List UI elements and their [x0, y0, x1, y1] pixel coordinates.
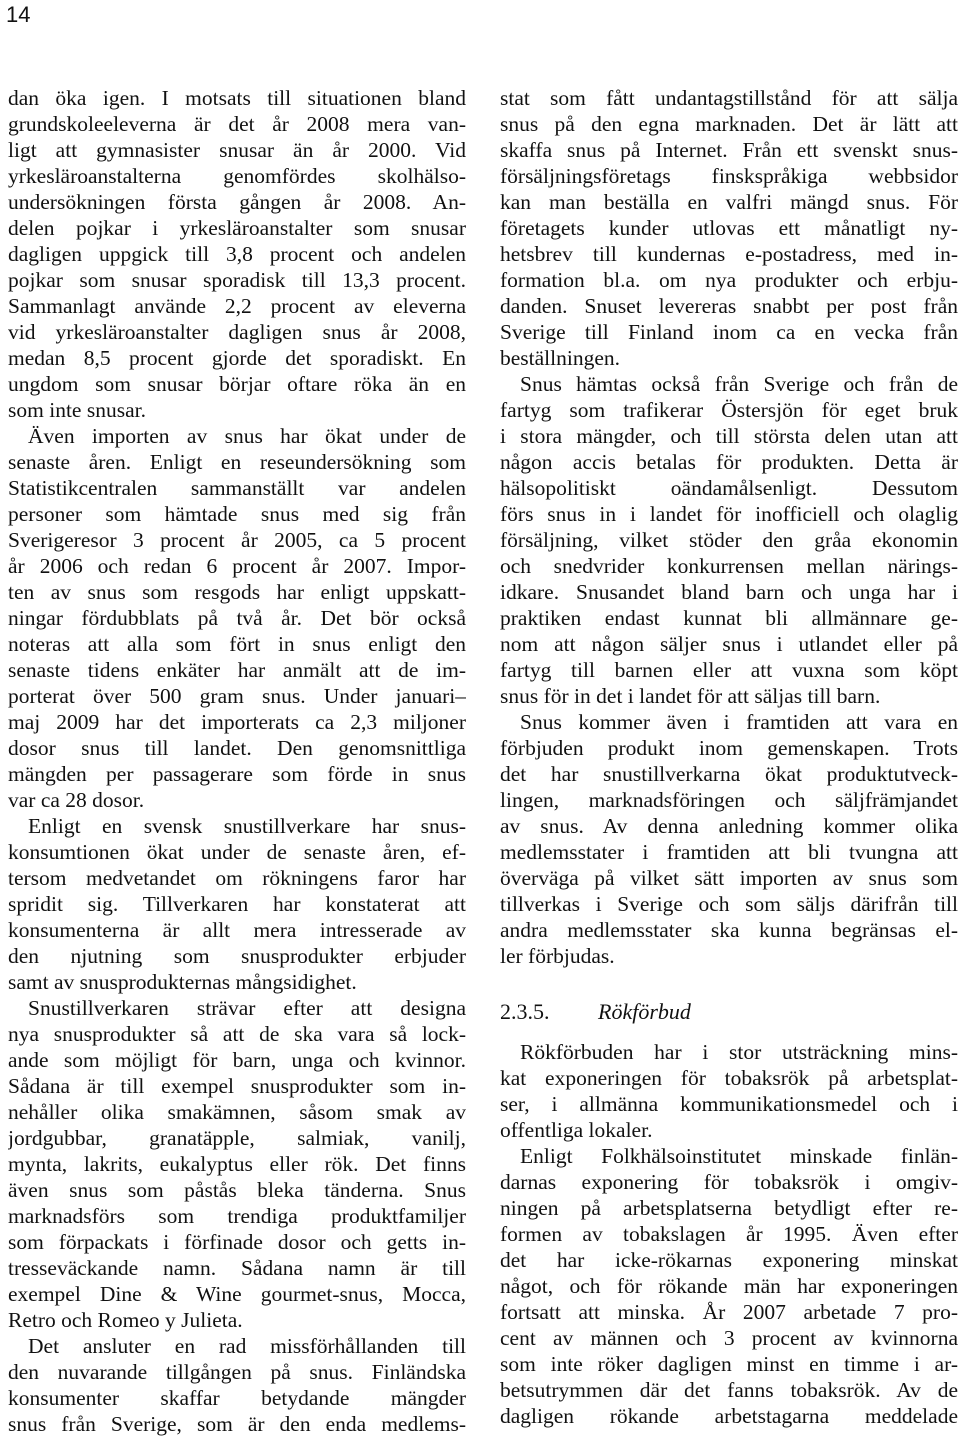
text-line: grundskoleeleverna är det år 2008 mera van- — [8, 112, 466, 136]
text-line: yrkesläroanstalterna genomfördes skolhälso- — [8, 164, 466, 188]
text-line: delen pojkar i yrkesläroanstalter som snusar — [8, 216, 466, 240]
text-line: nehåller olika smakämnen, såsom smak av — [8, 1100, 466, 1124]
text-line: fartyg som trafikerar Östersjön för eget bruk — [500, 398, 958, 422]
text-line: Det ansluter en rad missförhållanden till — [28, 1334, 466, 1358]
text-line: Sverigeresor 3 procent år 2005, ca 5 procent — [8, 528, 466, 552]
section-title: Rökförbud — [598, 999, 691, 1024]
text-line: vid yrkesläroanstalter dagligen snus år 2008, — [8, 320, 466, 344]
text-line: Enligt Folkhälsoinstitutet minskade finlän- — [520, 1144, 958, 1168]
text-line: snus på den egna marknaden. Det är lätt att — [500, 112, 958, 136]
text-line: Retro och Romeo y Julieta. — [8, 1308, 243, 1332]
text-line: och snedvrider konkurrensen mellan närings- — [500, 554, 958, 578]
section-number: 2.3.5. — [500, 999, 550, 1024]
text-line: det har snustillverkarna ökat produktutveck- — [500, 762, 958, 786]
text-line: betsutrymmen där det fanns tobaksrök. Av de — [500, 1378, 958, 1402]
text-line: noteras att alla som fört in snus enligt den — [8, 632, 466, 656]
text-line: dan öka igen. I motsats till situationen bland — [8, 86, 466, 110]
text-line: försäljning, vilket stöder den gråa ekonomin — [500, 528, 958, 552]
text-line: i stora mängder, och till största delen utan att — [500, 424, 958, 448]
text-line: Rökförbuden har i stor utsträckning mins- — [520, 1040, 958, 1064]
text-line: hälsopolitiskt oändamålsenligt. Dessutom — [500, 476, 958, 500]
text-line: fortsatt att minska. År 2007 arbetade 7 pro- — [500, 1300, 958, 1324]
text-line: senaste åren. Enligt en reseundersökning som — [8, 450, 466, 474]
right-column — [500, 85, 958, 1429]
text-line: Snus kommer även i framtiden att vara en — [520, 710, 958, 734]
text-line: mynta, lakrits, eukalyptus eller rök. Det finns — [8, 1152, 466, 1176]
text-line: undersökningen första gången år 2008. An- — [8, 190, 466, 214]
text-line: ser, i allmänna kommunikationsmedel och i — [500, 1092, 958, 1116]
text-line: ande som möjligt för barn, unga och kvinnor. — [8, 1048, 466, 1072]
text-line: andra medlemsstater ska kunna begränsas el- — [500, 918, 958, 942]
text-line: medlemsstater i framtiden att bli tvungna att — [500, 840, 958, 864]
text-line: konsumenterna är allt mera intresserade av — [8, 918, 466, 942]
text-line: som inte snusar. — [8, 398, 146, 422]
page-number: 14 — [6, 2, 31, 27]
left-column — [8, 85, 466, 1437]
text-line: Snus hämtas också från Sverige och från de — [520, 372, 958, 396]
text-line: Sverige till Finland inom ca en vecka från — [500, 320, 958, 344]
text-line: överväga på vilket sätt importen av snus som — [500, 866, 958, 890]
text-line: marknadsförs som trendiga produktfamiljer — [8, 1204, 466, 1228]
text-line: förbjuden produkt inom gemenskapen. Trots — [500, 736, 958, 760]
text-line: personer som hämtade snus med sig från — [8, 502, 466, 526]
text-line: ningar fördubblats på två år. Det bör också — [8, 606, 466, 630]
text-line: snus för in det i landet för att säljas till barn. — [500, 684, 881, 708]
text-line: tresseväckande namn. Sådana namn är till — [8, 1256, 466, 1280]
text-line: formation bl.a. om nya produkter och erbju- — [500, 268, 958, 292]
text-line: tillverkas i Sverige och som säljs därifrån till — [500, 892, 958, 916]
text-line: ler förbjudas. — [500, 944, 615, 968]
text-line: senaste tidens enkäter har anmält att de im- — [8, 658, 466, 682]
text-line: ligt att gymnasister snusar än år 2000. Vid — [8, 138, 466, 162]
text-line: mängden per passagerare som förde in snus — [8, 762, 466, 786]
text-line: offentliga lokaler. — [500, 1118, 653, 1142]
text-line: danden. Snuset levereras snabbt per post från — [500, 294, 958, 318]
text-line: Enligt en svensk snustillverkare har snus- — [28, 814, 466, 838]
text-line: förs snus in i landet för inofficiell och olaglig — [500, 502, 958, 526]
text-line: var ca 28 dosor. — [8, 788, 145, 812]
text-line: jordgubbar, granatäpple, salmiak, vanilj, — [8, 1126, 466, 1150]
text-line: maj 2009 har det importerats ca 2,3 miljoner — [8, 710, 466, 734]
text-line: som inte röker dagligen minst en timme i ar- — [500, 1352, 958, 1376]
text-line: cent av männen och 3 procent av kvinnorna — [500, 1326, 958, 1350]
text-line: kat exponeringen för tobaksrök på arbetsplat- — [500, 1066, 958, 1090]
text-line: tersom medvetandet om rökningens faror har — [8, 866, 466, 890]
text-line: år 2006 och redan 6 procent år 2007. Impor- — [8, 554, 466, 578]
text-line: skaffa snus på Internet. Från ett svenskt snus- — [500, 138, 958, 162]
text-line: konsumenter skaffar betydande mängder — [8, 1386, 466, 1410]
text-line: Sådana är till exempel snusprodukter som in- — [8, 1074, 466, 1098]
text-line: medan 8,5 procent gjorde det sporadiskt. En — [8, 346, 466, 370]
text-line: ningen på arbetsplatserna betydligt efter re- — [500, 1196, 958, 1220]
text-line: kan man beställa en valfri mängd snus. För — [500, 190, 958, 214]
text-line: försäljningsföretags finskspråkiga webbsidor — [500, 164, 958, 188]
text-line: praktiken endast kunnat bli allmännare ge- — [500, 606, 958, 630]
text-line: även snus som påstås bleka tänderna. Snus — [8, 1178, 466, 1202]
text-line: nom att någon säljer snus i utlandet eller på — [500, 632, 958, 656]
text-line: Statistikcentralen sammanställt var andelen — [8, 476, 466, 500]
text-line: någon accis betalas för produkten. Detta är — [500, 450, 958, 474]
right-column-text-top — [500, 85, 958, 969]
text-line: pojkar som snusar sporadisk till 13,3 procent. — [8, 268, 466, 292]
right-column-text-bottom — [500, 1039, 958, 1429]
text-line: det har icke-rökarnas exponering minskat — [500, 1248, 958, 1272]
text-line: fartyg till barnen eller att vuxna som köpt — [500, 658, 958, 682]
text-line: den nuvarande tillgången på snus. Finländska — [8, 1360, 466, 1384]
text-line: porterat över 500 gram snus. Under januari– — [8, 684, 466, 708]
text-line: företagets kunder utlovas ett månatligt ny- — [500, 216, 958, 240]
text-line: snus från Sverige, som är den enda medlems- — [8, 1412, 466, 1436]
text-line: dagligen rökande arbetstagarna meddelade — [500, 1404, 958, 1428]
text-line: av snus. Av denna anledning kommer olika — [500, 814, 958, 838]
text-line: beställningen. — [500, 346, 621, 370]
text-line: något, och för rökande män har exponeringen — [500, 1274, 958, 1298]
text-line: exempel Dine & Wine gourmet-snus, Mocca, — [8, 1282, 466, 1306]
text-line: Även importen av snus har ökat under de — [28, 424, 466, 448]
text-line: dosor snus till landet. Den genomsnittliga — [8, 736, 466, 760]
spacer — [500, 1029, 958, 1039]
text-line: Snustillverkaren strävar efter att designa — [28, 996, 466, 1020]
text-line: stat som fått undantagstillstånd för att sälja — [500, 86, 958, 110]
text-line: den njutning som snusprodukter erbjuder — [8, 944, 466, 968]
text-line: idkare. Snusandet bland barn och unga har i — [500, 580, 958, 604]
text-line: dagligen uppgick till 3,8 procent och andelen — [8, 242, 466, 266]
text-line: Sammanlagt använde 2,2 procent av eleverna — [8, 294, 466, 318]
text-line: formen av tobakslagen år 1995. Även efter — [500, 1222, 958, 1246]
spacer — [500, 969, 958, 995]
text-line: som förpackats i förfinade dosor och getts in- — [8, 1230, 466, 1254]
text-line: ungdom som snusar börjar oftare röka än en — [8, 372, 466, 396]
section-heading — [500, 995, 958, 1029]
text-line: nya snusprodukter så att de ska vara så lock- — [8, 1022, 466, 1046]
text-line: konsumtionen ökat under de senaste åren, ef- — [8, 840, 466, 864]
text-line: lingen, marknadsföringen och säljfrämjandet — [500, 788, 958, 812]
text-line: ten av snus som resgods har enligt uppskatt- — [8, 580, 466, 604]
text-line: darnas exponering för tobaksrök i omgiv- — [500, 1170, 958, 1194]
text-line: samt av snusprodukternas mångsidighet. — [8, 970, 357, 994]
text-line: spridit sig. Tillverkaren har konstaterat att — [8, 892, 466, 916]
text-line: hetsbrev till kundernas e-postadress, med in- — [500, 242, 958, 266]
